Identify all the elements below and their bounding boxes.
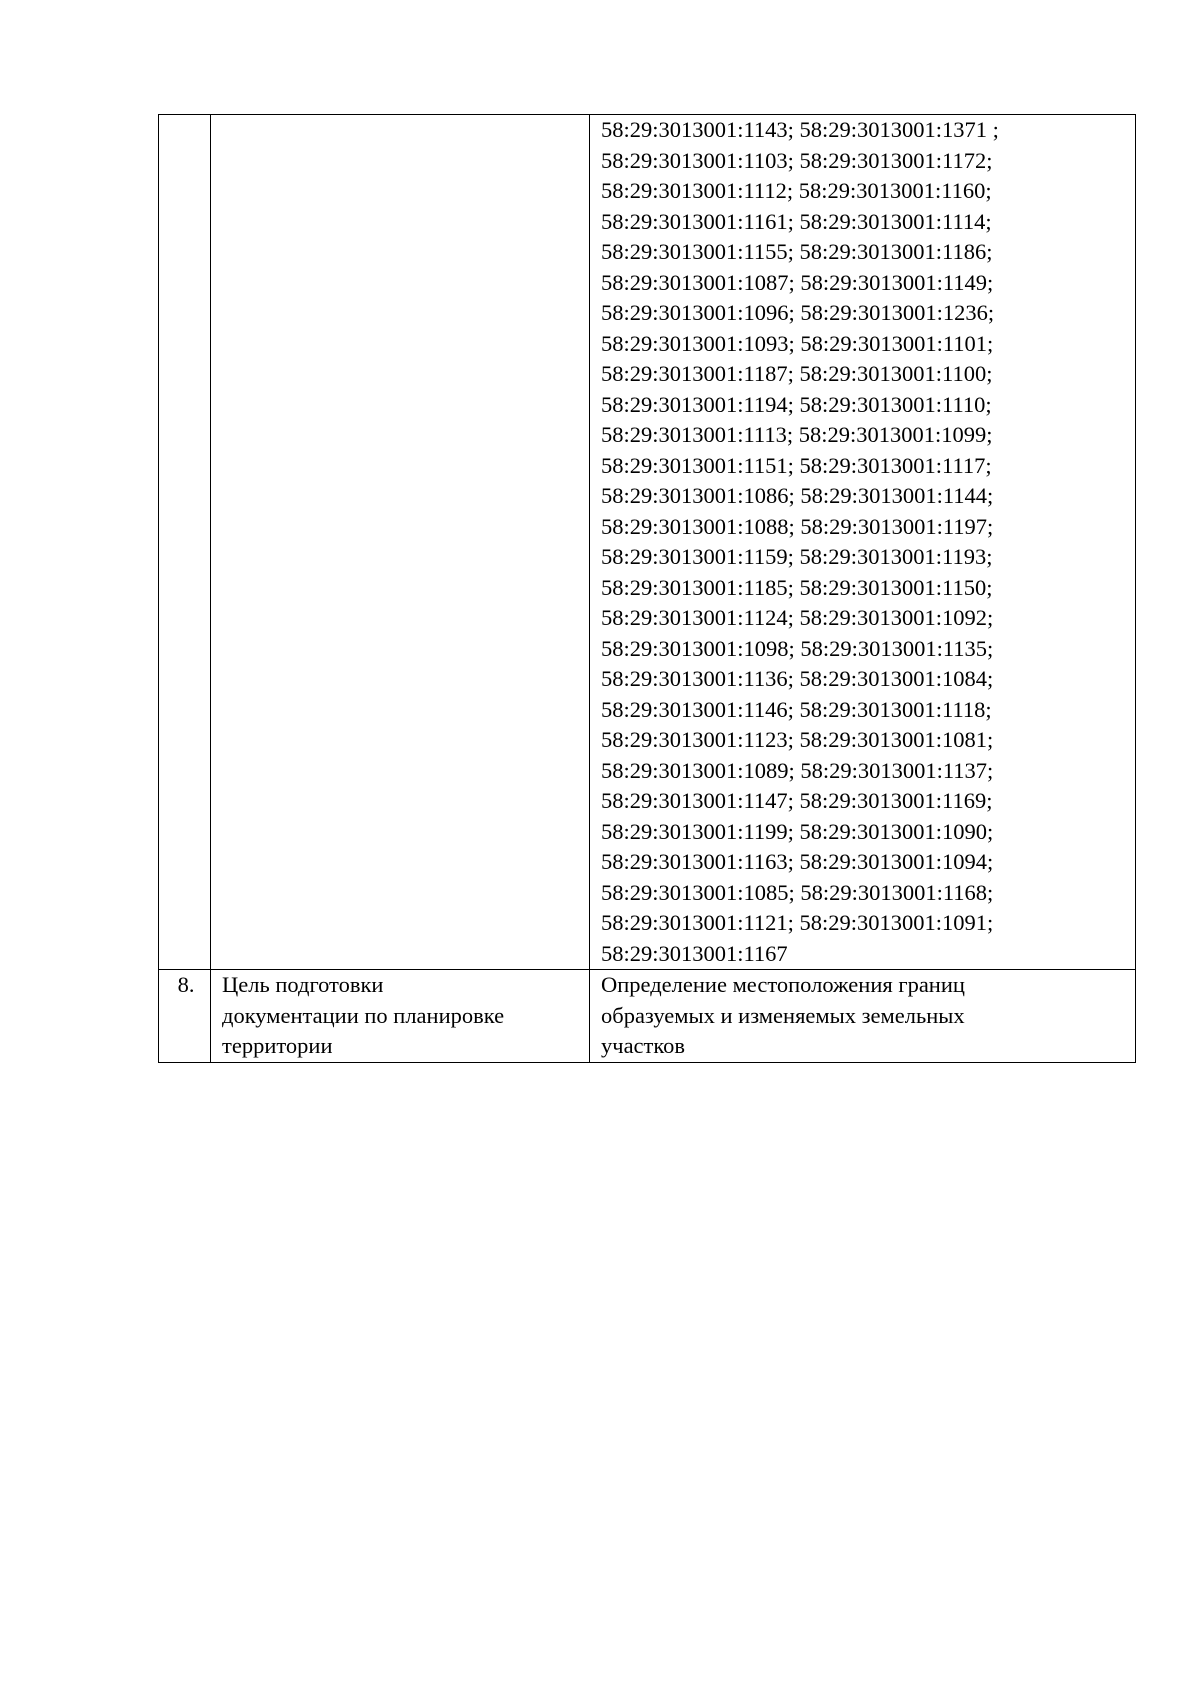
table-row-cadastral-continuation [159,115,1136,970]
text-line: 58:29:3013001:1086; 58:29:3013001:1144; [601,483,994,508]
text-line: образуемых и изменяемых земельных [601,1002,965,1028]
text-line: 58:29:3013001:1194; 58:29:3013001:1110; [601,391,992,417]
table-row-item-8 [159,970,1136,1063]
text-line: 58:29:3013001:1159; 58:29:3013001:1193; [601,544,993,569]
parameters-table [158,114,1136,1063]
text-line: документации по планировке [222,1002,505,1028]
row-name-cell [211,970,590,1063]
text-line: 58:29:3013001:1123; 58:29:3013001:1081; [601,727,994,752]
text-line: 58:29:3013001:1143; 58:29:3013001:1371 ; [601,117,999,142]
row-value-cell [590,970,1136,1063]
text-line: 58:29:3013001:1093; 58:29:3013001:1101; [601,330,994,356]
row-number-cell [159,970,211,1063]
text-line: 58:29:3013001:1187; 58:29:3013001:1100; [601,361,993,386]
text-line: участков [601,1033,686,1058]
row-number: 8. [177,972,195,997]
row-value-cell [590,115,1136,970]
text-line: 58:29:3013001:1087; 58:29:3013001:1149; [601,269,994,295]
text-line: 58:29:3013001:1113; 58:29:3013001:1099; [601,422,993,447]
text-line: 58:29:3013001:1112; 58:29:3013001:1160; [601,178,992,203]
text-line: 58:29:3013001:1096; 58:29:3013001:1236; [601,300,995,325]
text-line: 58:29:3013001:1185; 58:29:3013001:1150; [601,574,993,600]
text-line: 58:29:3013001:1098; 58:29:3013001:1135; [601,635,994,661]
text-line: 58:29:3013001:1163; 58:29:3013001:1094; [601,849,994,874]
text-line: 58:29:3013001:1089; 58:29:3013001:1137; [601,757,994,783]
text-line: 58:29:3013001:1151; 58:29:3013001:1117; [601,452,992,478]
text-line: 58:29:3013001:1103; 58:29:3013001:1172; [601,147,993,173]
text-line: 58:29:3013001:1155; 58:29:3013001:1186; [601,239,993,264]
text-line: Цель подготовки [222,972,384,997]
table-body [159,115,1136,1063]
text-line: 58:29:3013001:1199; 58:29:3013001:1090; [601,818,994,844]
text-line: территории [222,1033,333,1058]
text-line: Определение местоположения границ [601,972,965,997]
row-name-cell [211,115,590,970]
text-line: 58:29:3013001:1121; 58:29:3013001:1091; [601,910,994,935]
text-line: 58:29:3013001:1167 [601,940,788,966]
text-line: 58:29:3013001:1136; 58:29:3013001:1084; [601,666,994,691]
row-number-cell [159,115,211,970]
text-line: 58:29:3013001:1161; 58:29:3013001:1114; [601,208,992,234]
text-line: 58:29:3013001:1085; 58:29:3013001:1168; [601,879,994,905]
text-line: 58:29:3013001:1124; 58:29:3013001:1092; [601,605,994,630]
text-line: 58:29:3013001:1146; 58:29:3013001:1118; [601,696,992,722]
text-line: 58:29:3013001:1088; 58:29:3013001:1197; [601,513,994,539]
text-line: 58:29:3013001:1147; 58:29:3013001:1169; [601,788,993,813]
